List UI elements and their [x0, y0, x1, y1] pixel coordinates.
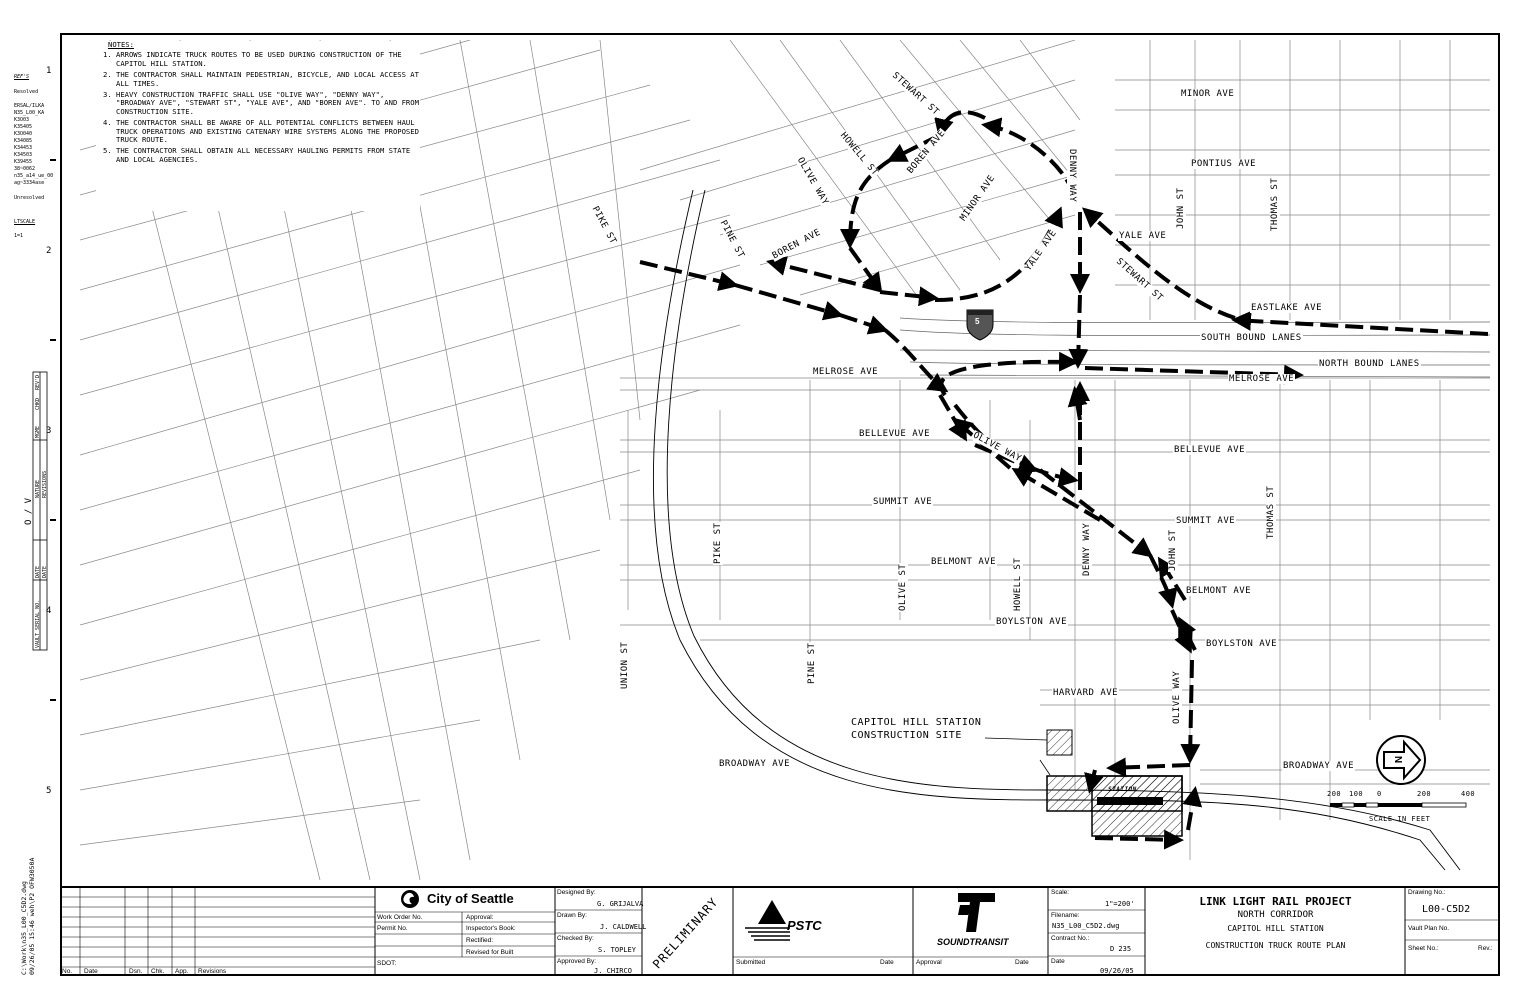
- project-title: LINK LIGHT RAIL PROJECT: [1199, 895, 1352, 908]
- approval-date-label: Date: [1015, 959, 1029, 966]
- approved-by-label: Approved By:: [557, 958, 597, 965]
- street-label: SOUTH BOUND LANES: [1201, 333, 1302, 343]
- ref-line: K39455: [14, 159, 33, 165]
- approved-by: J. CHIRCO: [594, 967, 632, 975]
- lake-union-grid: [640, 40, 1490, 320]
- ref-line: K3O040: [14, 131, 33, 137]
- submitted-label: Submitted: [736, 959, 766, 966]
- street-label: HARVARD AVE: [1053, 688, 1119, 698]
- row-number: 2: [46, 246, 52, 256]
- permit-label: Permit No.: [377, 925, 408, 932]
- street-label: MELROSE AVE: [1229, 374, 1295, 384]
- preliminary-stamp: PRELIMINARY: [650, 894, 721, 972]
- street-label: YALE AVE: [1023, 228, 1059, 273]
- date-label: Date: [1051, 958, 1065, 965]
- street-label: STEWART ST: [1114, 256, 1165, 304]
- street-label: BROADWAY AVE: [719, 759, 791, 769]
- contract-number: D 235: [1110, 945, 1132, 953]
- rev-col-header: No.: [62, 968, 73, 975]
- ref-line: 1=1: [14, 233, 24, 239]
- street-label: SUMMIT AVE: [873, 497, 933, 507]
- rev-col-header: Revisions: [198, 968, 227, 975]
- approval-label: Inspector's Book:: [466, 925, 516, 932]
- approval-label: Revised for Built: [466, 949, 514, 956]
- scale-bar: [1330, 803, 1466, 807]
- street-label: OLIVE WAY: [794, 155, 831, 208]
- rev-label: DATE: [42, 565, 48, 578]
- ref-line: ag~3334ase: [14, 180, 45, 186]
- work-order-label: Work Order No.: [377, 914, 423, 921]
- note-item: 1. ARROWS INDICATE TRUCK ROUTES TO BE USED DURING CONSTRUCTION OF THE CAPITOL HILL STATION.: [116, 51, 420, 68]
- street-label: HOWELL ST: [1013, 557, 1023, 611]
- street-label: BROADWAY AVE: [1283, 761, 1355, 771]
- scale-tick: 400: [1461, 790, 1476, 798]
- sound-transit-logo: [958, 893, 995, 932]
- designed-by: G. GRIJALVA: [597, 900, 644, 908]
- scale-tick: 200: [1327, 790, 1342, 798]
- ref-line: K35405: [14, 124, 33, 130]
- corridor: NORTH CORRIDOR: [1237, 910, 1314, 920]
- contract-label: Contract No.:: [1051, 935, 1090, 942]
- refs-heading: REF'S: [14, 74, 30, 80]
- city-of-seattle-logo: [401, 890, 419, 908]
- street-label: BOYLSTON AVE: [996, 617, 1068, 627]
- submitted-date-label: Date: [880, 959, 894, 966]
- street-label: BELLEVUE AVE: [859, 429, 931, 439]
- drawn-by: J. CALDWELL: [600, 923, 647, 931]
- drawing-no-label: Drawing No.:: [1408, 889, 1446, 896]
- north-arrow-letter: N: [1394, 755, 1406, 764]
- sdot-label: SDOT:: [377, 960, 397, 967]
- station-label: STATION: [1108, 786, 1137, 793]
- filename-label: Filename:: [1051, 912, 1080, 919]
- note-item: 5. THE CONTRACTOR SHALL OBTAIN ALL NECESSARY HAULING PERMITS FROM STATE AND LOCAL AGENCIES.: [116, 147, 420, 164]
- street-label: PIKE ST: [713, 522, 723, 564]
- rev-label: REV'D: [35, 374, 41, 390]
- street-label: PINE ST: [717, 218, 746, 261]
- note-item: 2. THE CONTRACTOR SHALL MAINTAIN PEDESTRIAN, BICYCLE, AND LOCAL ACCESS AT ALL TIMES.: [116, 71, 420, 88]
- street-label: BELMONT AVE: [1186, 586, 1252, 596]
- designed-by-label: Designed By:: [557, 889, 596, 896]
- street-label: UNION ST: [620, 641, 630, 689]
- rev-label: Rev.:: [1478, 945, 1493, 952]
- street-label: DENNY WAY: [1067, 149, 1077, 203]
- street-label: OLIVE WAY: [1172, 670, 1182, 724]
- rev-col-header: Chk.: [151, 968, 165, 975]
- rev-label: DATE: [35, 565, 41, 578]
- street-label: BELMONT AVE: [931, 557, 997, 567]
- interstate-number: 5: [975, 317, 980, 326]
- ref-line: K3O03: [14, 117, 30, 123]
- street-label: MELROSE AVE: [813, 367, 879, 377]
- street-label: HOWELL ST: [837, 130, 880, 179]
- scale-label: Scale:: [1051, 889, 1070, 896]
- notes-heading: NOTES:: [108, 40, 134, 49]
- pstc-logo: [745, 900, 790, 940]
- street-label: MINOR AVE: [1181, 89, 1235, 99]
- street-label: PINE ST: [807, 642, 817, 684]
- street-label: JOHN ST: [1168, 529, 1178, 571]
- row-number: 3: [46, 426, 52, 436]
- rev-label: VAULT SERIAL NO.: [35, 599, 41, 648]
- ref-line: K34453: [14, 145, 33, 151]
- plan-title: CONSTRUCTION TRUCK ROUTE PLAN: [1205, 941, 1346, 950]
- pstc-name: PSTC: [787, 918, 822, 933]
- street-label: JOHN ST: [1176, 187, 1186, 229]
- ref-line: Resolved: [14, 89, 39, 95]
- ref-line: LTSCALE: [14, 219, 36, 225]
- row-number: 4: [46, 606, 52, 616]
- street-label: MINOR AVE: [958, 173, 998, 223]
- checked-by: S. TOPLEY: [598, 946, 636, 954]
- file-path: 09/26/05 15:46 weh\P2 OFW3050A: [28, 857, 36, 975]
- filename: N35_L00_C5D2.dwg: [1052, 922, 1120, 930]
- rev-col-header: Dsn.: [129, 968, 143, 975]
- rev-col-header: App.: [175, 968, 189, 975]
- street-label: EASTLAKE AVE: [1251, 303, 1323, 313]
- scale-tick: 100: [1349, 790, 1364, 798]
- street-label: NORTH BOUND LANES: [1319, 359, 1420, 369]
- scale-caption: SCALE IN FEET: [1369, 815, 1431, 823]
- note-item: 4. THE CONTRACTOR SHALL BE AWARE OF ALL POTENTIAL CONFLICTS BETWEEN HAUL TRUCK OPERATIONS AND EXISTING CATENARY WIRE SYSTEMS ALONG THE PROPOSED TRUCK ROUTE.: [116, 119, 420, 144]
- drawing-number: L00-C5D2: [1422, 904, 1471, 915]
- rev-label: CHKD: [35, 397, 41, 410]
- approval-label: Approval:: [466, 914, 494, 921]
- ref-line: K34503: [14, 152, 33, 158]
- street-label: YALE AVE: [1119, 231, 1167, 241]
- ref-line: K34085: [14, 138, 33, 144]
- ref-line: 38~0062: [14, 166, 36, 172]
- row-number: 1: [46, 66, 52, 76]
- scale-tick: 0: [1377, 790, 1382, 798]
- ref-line: n35_a14_ue_00: [14, 173, 54, 179]
- ref-line: N35_L00_KA: [14, 110, 45, 116]
- checked-by-label: Checked By:: [557, 935, 594, 942]
- city-name: City of Seattle: [427, 891, 514, 906]
- site-label: CONSTRUCTION SITE: [851, 730, 962, 741]
- rev-label: REVISIONS: [42, 470, 48, 498]
- street-label: OLIVE WAY: [971, 430, 1023, 465]
- scale-tick: 200: [1417, 790, 1432, 798]
- interstate-shield-icon: [967, 310, 993, 340]
- vault-plan-label: Vault Plan No.: [1408, 925, 1450, 932]
- street-label: BOREN AVE: [905, 128, 948, 176]
- approval-box-label: Approval: [916, 959, 942, 966]
- sound-transit-name: SOUNDTRANSIT: [937, 937, 1009, 947]
- approval-label: Rectified:: [466, 937, 494, 944]
- scale-value: 1"=200': [1105, 900, 1135, 908]
- street-label: STEWART ST: [890, 70, 941, 118]
- file-path: C:\Work\n35_L00_C5D2.dwg: [20, 881, 28, 975]
- drawing-date: 09/26/05: [1100, 967, 1134, 975]
- street-label: SUMMIT AVE: [1176, 516, 1236, 526]
- note-item: 3. HEAVY CONSTRUCTION TRAFFIC SHALL USE "OLIVE WAY", "DENNY WAY", "BROADWAY AVE", "STEWART ST", "YALE AVE", AND "BOREN AVE". TO AND FROM CONSTRUCTION SITE.: [116, 91, 420, 116]
- ref-line: Unresolved: [14, 195, 45, 201]
- drawn-by-label: Drawn By:: [557, 912, 587, 919]
- street-label: PONTIUS AVE: [1191, 159, 1257, 169]
- street-label: THOMAS ST: [1270, 177, 1280, 231]
- rev-label: NATURE: [35, 479, 41, 498]
- sheet-label: Sheet No.:: [1408, 945, 1439, 952]
- ref-line: ERSAL/ILKA: [14, 103, 45, 109]
- street-label: BOYLSTON AVE: [1206, 639, 1278, 649]
- site-label: CAPITOL HILL STATION: [851, 717, 982, 728]
- street-label: DENNY WAY: [1082, 522, 1092, 576]
- rev-label: O / V: [24, 497, 34, 525]
- station-footprint: [985, 730, 1182, 836]
- street-label: BOREN AVE: [770, 227, 823, 262]
- rev-col-header: Date: [84, 968, 98, 975]
- notes-box: [96, 41, 420, 211]
- rev-label: MGME: [35, 425, 41, 438]
- street-label: OLIVE ST: [898, 563, 908, 611]
- street-label: PIKE ST: [589, 204, 618, 247]
- street-label: BELLEVUE AVE: [1174, 445, 1246, 455]
- row-number: 5: [46, 786, 52, 796]
- station-name: CAPITOL HILL STATION: [1227, 924, 1324, 933]
- street-label: THOMAS ST: [1266, 485, 1276, 539]
